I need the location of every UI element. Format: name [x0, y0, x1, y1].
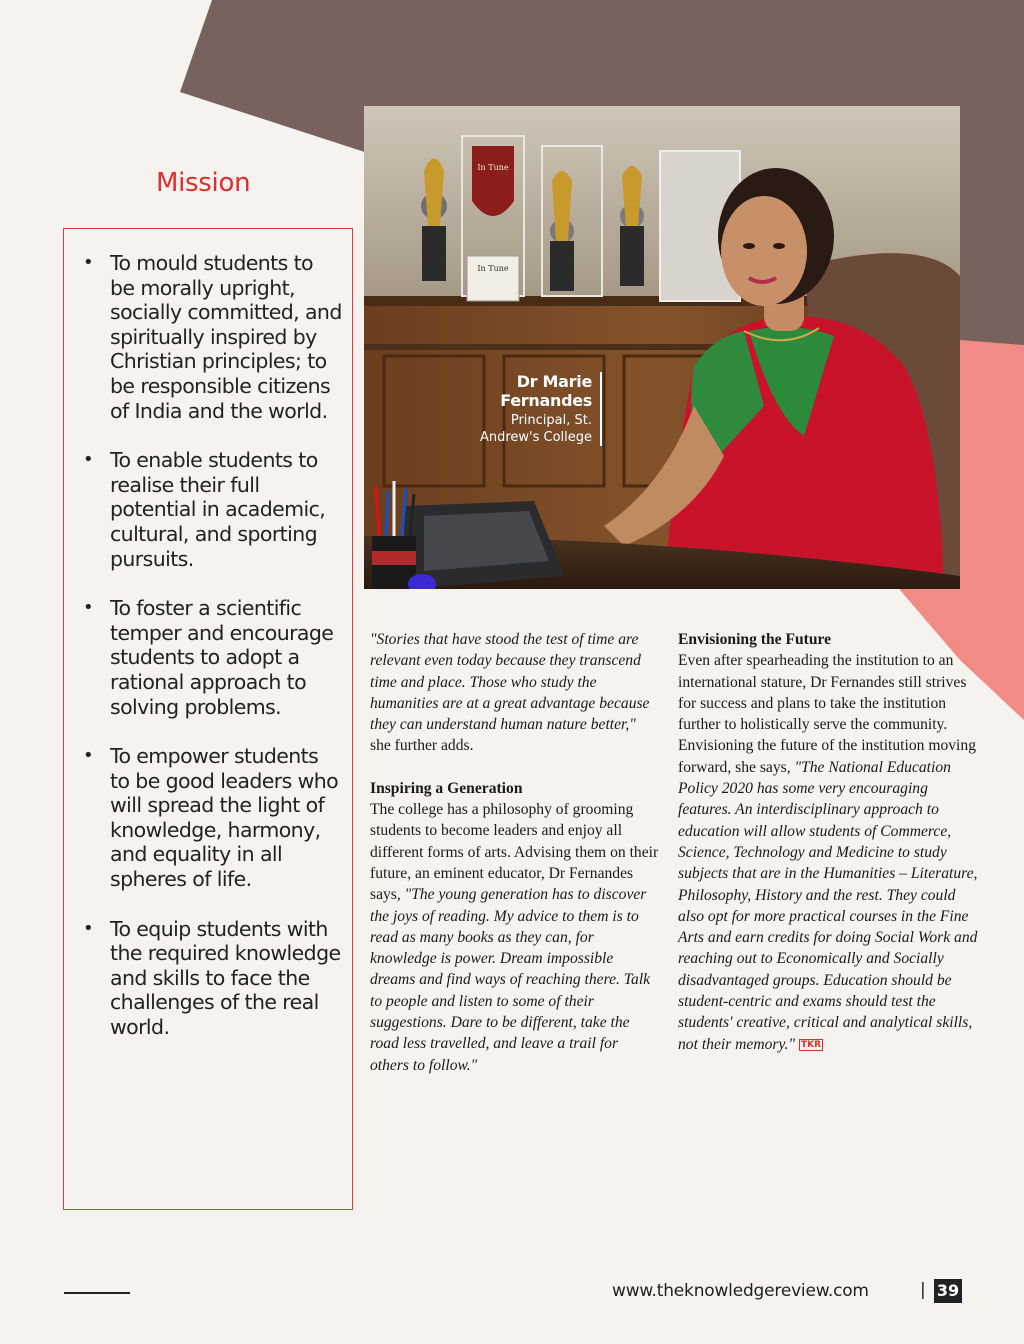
mission-item: • To mould students to be morally upright, socially committed, and spiritually inspired by Christian principles; to be responsible citizens of India and the world. — [83, 251, 342, 423]
bullet-icon: • — [83, 252, 94, 273]
article-column-1 — [370, 629, 660, 1076]
bullet-icon: • — [83, 449, 94, 471]
footer-separator: | — [920, 1280, 926, 1300]
photo-illustration — [364, 106, 960, 589]
body-paragraph: The college has a philosophy of grooming students to become leaders and enjoy all different forms of arts. Advising them on their future, an eminent educator, Dr Fernandes says, "The young generation has to discover the joys of reading. My advice to them is to read as many books as they can, for knowledge is power. Dream impossible dreams and find ways of reaching there. Talk to people and listen to some of their suggestions. Dare to be different, take the road less travelled, and leave a trail for others to follow." — [370, 801, 659, 1074]
bullet-icon: • — [83, 597, 94, 619]
section-heading: Envisioning the Future — [678, 631, 832, 648]
quote-paragraph: "Stories that have stood the test of time are relevant even today because they transcend time and place. Those who study the humanities are at a great advantage because they can understand human nature better," she further adds. — [370, 631, 650, 755]
page-number: 39 — [934, 1279, 962, 1303]
mission-item: • To foster a scientific temper and encourage students to adopt a rational approach to solving problems. — [83, 596, 334, 719]
face — [721, 196, 807, 306]
article-column-2 — [678, 629, 978, 1055]
mission-title: Mission — [156, 168, 251, 198]
trophy-plaque — [467, 256, 519, 301]
bullet-icon: • — [83, 745, 94, 767]
bullet-icon: • — [83, 917, 94, 939]
mission-list — [80, 251, 342, 1065]
mission-item: • To enable students to realise their full potential in academic, cultural, and sporting pursuits. — [83, 448, 326, 571]
plaque-label: In Tune — [477, 264, 509, 273]
footer-url[interactable]: www.theknowledgereview.com — [612, 1281, 869, 1301]
body-paragraph: Even after spearheading the institution to an international stature, Dr Fernandes still strives for success and plans to take the institution further to holistically serve the community. Envisioning the future of the institution moving forward, she says, "The National Education Policy 2020 has some very encouraging features. An interdisciplinary approach to education will allow students of Commerce, Science, Technology and Medicine to study subjects that are in the Humanities – Literature, Philosophy, History and the rest. They could also opt for more practical courses in the Fine Arts and earn credits for doing Social Work and reaching out to Economically and Socially disadvantaged groups. Education should be student-centric and exams should test the students' creative, critical and analytical skills, not their memory." TKR — [678, 652, 978, 1053]
principal-photo — [364, 106, 960, 589]
mission-item: • To equip students with the required knowledge and skills to face the challenges of the real world. — [83, 916, 341, 1040]
svg-text:In Tune: In Tune — [477, 163, 509, 172]
footer-rule — [64, 1292, 130, 1294]
caption-name: Dr Marie Fernandes — [500, 372, 592, 410]
mission-item: • To empower students to be good leaders who will spread the light of knowledge, harmony, and equality in all spheres of life. — [83, 744, 339, 892]
caption-role: Principal, St. Andrew's College — [479, 413, 592, 445]
section-heading: Inspiring a Generation — [370, 779, 523, 797]
tkr-logo-icon: TKR — [801, 1039, 822, 1050]
photo-caption — [466, 372, 602, 446]
